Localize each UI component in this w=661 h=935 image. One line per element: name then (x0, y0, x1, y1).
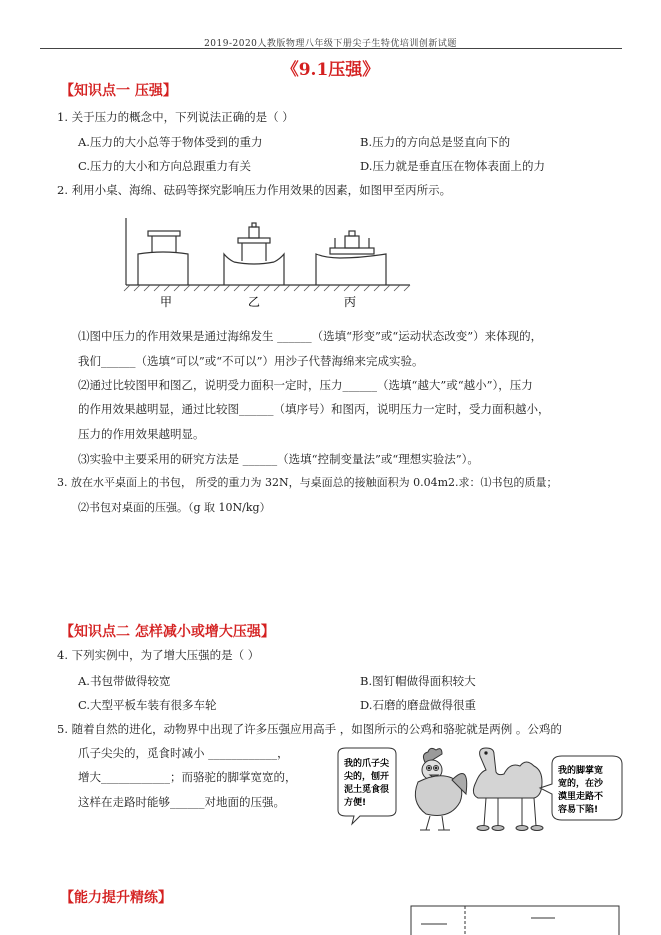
question-4-option-a: A.书包带做得较宽 (78, 674, 171, 688)
svg-text:容易下陷!: 容易下陷! (558, 805, 599, 815)
setup-bing (316, 231, 386, 285)
question-2-part-2-line-3: 压力的作用效果越明显。 (78, 427, 205, 441)
question-2-part-2-line-2: 的作用效果越明显，通过比较图______（填序号）和图丙，说明压力一定时，受力面积越小， (78, 402, 550, 416)
question-5-line-3: 增大____________；而骆驼的脚掌宽宽的， (78, 770, 297, 784)
label-jia: 甲 (159, 295, 173, 309)
rooster-speech-bubble (338, 748, 396, 824)
label-yi: 乙 (247, 295, 261, 309)
question-2-part-1-line-1: ⑴图中压力的作用效果是通过海绵发生 ______（选填“形变”或“运动状态改变”）来体现的， (78, 329, 543, 343)
question-1-option-b: B.压力的方向总是竖直向下的 (360, 135, 511, 149)
question-1-option-d: D.压力就是垂直压在物体表面上的力 (360, 159, 545, 173)
question-3-line-2: ⑵书包对桌面的压强。（g 取 10N/kg） (78, 501, 271, 514)
page-title: 《9.1压强》 (281, 60, 380, 80)
question-2-part-2-line-1: ⑵通过比较图甲和图乙，说明受力面积一定时，压力______（选填“越大”或“越小”），压力 (78, 378, 533, 392)
question-4-option-d: D.石磨的磨盘做得很重 (360, 698, 476, 712)
question-5-line-2: 爪子尖尖的，觅食时减小 ____________， (78, 746, 289, 760)
svg-text:我的爪子尖: 我的爪子尖 (344, 759, 390, 769)
question-4-option-b: B.图钉帽做得面积较大 (360, 674, 476, 688)
section-heading-2: 【知识点二 怎样减小或增大压强】 (60, 624, 275, 640)
question-2-part-3: ⑶实验中主要采用的研究方法是 ______（选填“控制变量法”或“理想实验法”）。 (78, 452, 479, 466)
svg-text:漠里走路不: 漠里走路不 (558, 792, 604, 802)
label-bing: 丙 (343, 295, 357, 309)
question-2-part-1-line-2: 我们______（选填“可以”或“不可以”）用沙子代替海绵来完成实验。 (78, 354, 424, 368)
question-1-stem: 1. 关于压力的概念中，下列说法正确的是（ ） (57, 110, 294, 124)
question-2-stem: 2. 利用小桌、海绵、砝码等探究影响压力作用效果的因素，如图甲至丙所示。 (57, 183, 452, 197)
setup-jia (138, 231, 188, 285)
question-5-line-4: 这样在走路时能够______对地面的压强。 (78, 795, 285, 809)
camel-figure (473, 748, 543, 831)
question-3-line-1: 3. 放在水平桌面上的书包， 所受的重力为 32N，与桌面总的接触面积为 0.04m2.求：⑴书包的质量； (57, 476, 558, 489)
svg-text:泥土觅食很: 泥土觅食很 (344, 785, 390, 795)
setup-yi (224, 223, 284, 285)
partial-figure-bottom (405, 902, 625, 935)
question-1-option-c: C.压力的大小和方向总跟重力有关 (78, 159, 252, 173)
question-4-stem: 4. 下列实例中，为了增大压强的是（ ） (57, 648, 260, 662)
section-heading-3: 【能力提升精练】 (60, 890, 172, 906)
svg-text:尖的，刨开: 尖的，刨开 (344, 772, 390, 782)
question-5-line-1: 5. 随着自然的进化，动物界中出现了许多压强应用高手 ，如图所示的公鸡和骆驼就是两例 。公鸡的 (57, 722, 562, 736)
rooster-camel-illustration (330, 742, 628, 838)
section-heading-1: 【知识点一 压强】 (60, 83, 177, 99)
rooster-figure (415, 748, 466, 830)
question-1-option-a: A.压力的大小总等于物体受到的重力 (78, 135, 263, 149)
question-4-option-c: C.大型平板车装有很多车轮 (78, 698, 217, 712)
header-divider (40, 48, 622, 49)
svg-text:宽的，在沙: 宽的，在沙 (558, 779, 604, 789)
sponge-experiment-figure (120, 210, 420, 315)
svg-text:方便!: 方便! (344, 798, 367, 808)
camel-speech-bubble (540, 756, 622, 820)
page-header: 2019-2020人教版物理八年级下册尖子生特优培训创新试题 (204, 39, 457, 49)
svg-text:我的脚掌宽: 我的脚掌宽 (558, 766, 604, 776)
